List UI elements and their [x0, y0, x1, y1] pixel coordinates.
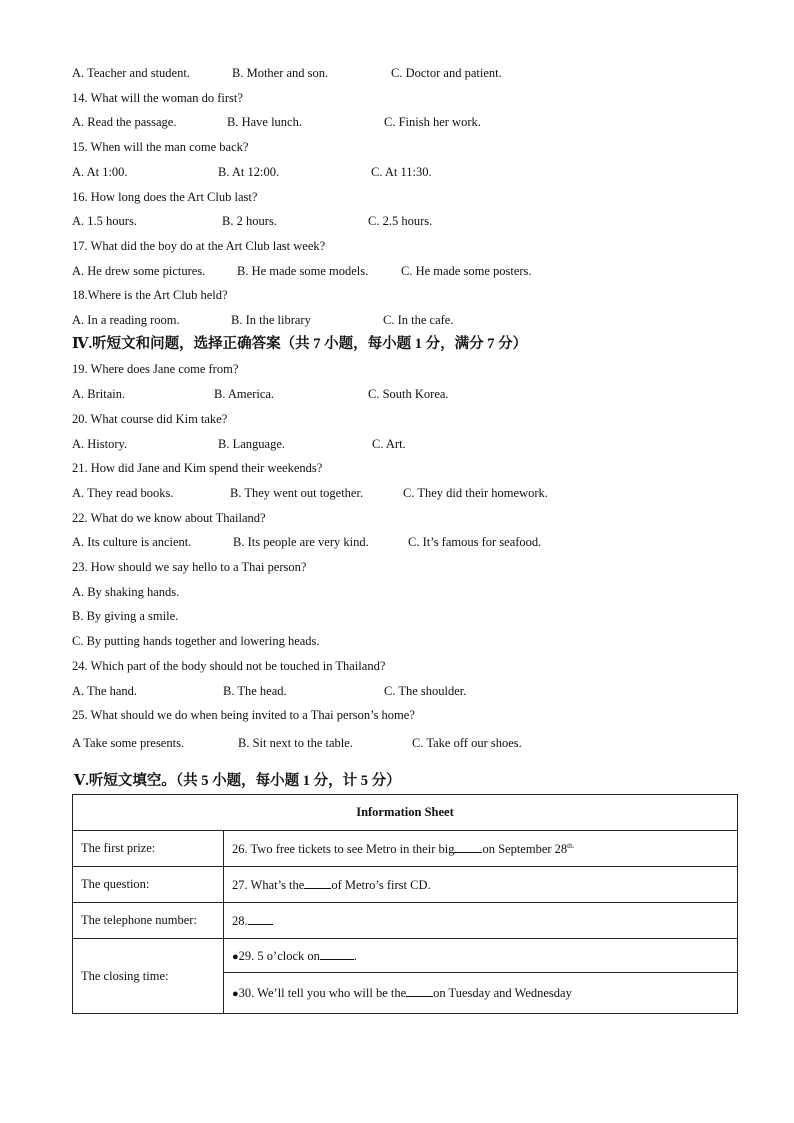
q23-stem: 23. How should we say hello to a Thai person?	[72, 560, 307, 574]
q19-stem: 19. Where does Jane come from?	[72, 362, 239, 376]
q30-text-before: 30. We’ll tell you who will be the	[238, 986, 407, 1000]
q14-options	[72, 114, 752, 130]
q29-blank[interactable]	[320, 948, 354, 960]
q15-option-a[interactable]: A. At 1:00.	[72, 165, 128, 179]
q19-option-a[interactable]: A. Britain.	[72, 387, 126, 401]
q15-options	[72, 164, 752, 180]
q27-blank[interactable]	[304, 877, 331, 889]
q23-option-b[interactable]: B. By giving a smile.	[72, 609, 179, 623]
q16-options	[72, 213, 752, 229]
q19-option-b[interactable]: B. America.	[214, 387, 275, 401]
q25-option-b[interactable]: B. Sit next to the table.	[238, 736, 353, 750]
q24-option-c[interactable]: C. The shoulder.	[384, 684, 467, 698]
section-4-heading: Ⅳ.听短文和问题，选择正确答案（共 7 小题，每小题 1 分，满分 7 分）	[72, 336, 528, 352]
q20-option-c[interactable]: C. Art.	[372, 437, 406, 451]
q30-text-after: on Tuesday and Wednesday	[433, 986, 572, 1000]
q27-text-after: of Metro’s first CD.	[331, 877, 431, 892]
q16-option-c[interactable]: C. 2.5 hours.	[368, 214, 433, 228]
bullet-icon: ●	[232, 988, 239, 1000]
q24-options	[72, 683, 752, 699]
telephone-number-label: The telephone number:	[73, 903, 224, 939]
q27-text-before: 27. What’s the	[232, 877, 305, 892]
q25-options	[72, 735, 752, 751]
table-header-row	[73, 795, 738, 831]
q16-option-b[interactable]: B. 2 hours.	[222, 214, 277, 228]
telephone-number-cell	[224, 903, 738, 939]
q13-options	[72, 65, 752, 81]
section-5-heading: Ⅴ.听短文填空。（共 5 小题，每小题 1 分，计 5 分）	[74, 773, 401, 789]
q20-options	[72, 436, 752, 452]
q13-option-c[interactable]: C. Doctor and patient.	[391, 66, 502, 80]
q16-option-a[interactable]: A. 1.5 hours.	[72, 214, 137, 228]
table-row	[73, 903, 738, 939]
q19-option-c[interactable]: C. South Korea.	[368, 387, 449, 401]
q25-stem: 25. What should we do when being invited to a Thai person’s home?	[72, 708, 415, 722]
q17-option-a[interactable]: A. He drew some pictures.	[72, 264, 206, 278]
q22-option-a[interactable]: A. Its culture is ancient.	[72, 535, 192, 549]
q17-option-c[interactable]: C. He made some posters.	[401, 264, 532, 278]
q21-options	[72, 485, 752, 501]
q26-text-after: on September 28	[482, 841, 568, 856]
q25-option-c[interactable]: C. Take off our shoes.	[412, 736, 522, 750]
q22-option-b[interactable]: B. Its people are very kind.	[233, 535, 369, 549]
q30-blank[interactable]	[406, 985, 433, 997]
q14-option-c[interactable]: C. Finish her work.	[384, 115, 481, 129]
q24-stem: 24. Which part of the body should not be touched in Thailand?	[72, 659, 386, 673]
q18-option-b[interactable]: B. In the library	[231, 313, 311, 327]
information-sheet-table	[72, 794, 738, 1014]
q13-option-a[interactable]: A. Teacher and student.	[72, 66, 190, 80]
q22-option-c[interactable]: C. It’s famous for seafood.	[408, 535, 542, 549]
q29-text-after: .	[353, 948, 358, 963]
q14-stem: 14. What will the woman do first?	[72, 91, 243, 105]
table-row	[73, 867, 738, 903]
closing-time-label: The closing time:	[73, 939, 224, 1014]
first-prize-label: The first prize:	[73, 831, 224, 867]
q23-option-a[interactable]: A. By shaking hands.	[72, 585, 180, 599]
q28-text-before: 28.	[232, 913, 248, 928]
q17-option-b[interactable]: B. He made some models.	[237, 264, 369, 278]
q28-blank[interactable]	[248, 913, 273, 925]
q14-option-a[interactable]: A. Read the passage.	[72, 115, 177, 129]
q22-options	[72, 534, 752, 550]
q14-option-b[interactable]: B. Have lunch.	[227, 115, 302, 129]
q26-text-before: 26. Two free tickets to see Metro in their big	[232, 841, 455, 856]
q24-option-b[interactable]: B. The head.	[223, 684, 287, 698]
first-prize-cell	[224, 831, 738, 867]
bullet-icon: ●	[232, 950, 239, 963]
q19-options	[72, 386, 752, 402]
q18-option-a[interactable]: A. In a reading room.	[72, 313, 180, 327]
q21-option-a[interactable]: A. They read books.	[72, 486, 174, 500]
q16-stem: 16. How long does the Art Club last?	[72, 190, 258, 204]
closing-time-cell-29	[224, 939, 738, 973]
q18-options	[72, 312, 752, 328]
q22-stem: 22. What do we know about Thailand?	[72, 511, 266, 525]
q21-stem: 21. How did Jane and Kim spend their weekends?	[72, 461, 323, 475]
q17-options	[72, 263, 752, 279]
q15-stem: 15. When will the man come back?	[72, 140, 249, 154]
q17-stem: 17. What did the boy do at the Art Club last week?	[72, 239, 326, 253]
question-label: The question:	[73, 867, 224, 903]
q15-option-c[interactable]: C. At 11:30.	[371, 165, 432, 179]
q26-blank[interactable]	[454, 841, 482, 853]
q20-option-a[interactable]: A. History.	[72, 437, 128, 451]
q13-option-b[interactable]: B. Mother and son.	[232, 66, 329, 80]
q21-option-c[interactable]: C. They did their homework.	[403, 486, 548, 500]
q21-option-b[interactable]: B. They went out together.	[230, 486, 364, 500]
table-row	[73, 939, 738, 973]
information-sheet-title: Information Sheet	[73, 795, 738, 831]
q18-option-c[interactable]: C. In the cafe.	[383, 313, 454, 327]
q15-option-b[interactable]: B. At 12:00.	[218, 165, 280, 179]
q29-text-before: 29. 5 o’clock on	[238, 948, 320, 963]
q20-option-b[interactable]: B. Language.	[218, 437, 285, 451]
q26-superscript: th.	[567, 841, 575, 850]
q20-stem: 20. What course did Kim take?	[72, 412, 228, 426]
question-cell	[224, 867, 738, 903]
q18-stem: 18.Where is the Art Club held?	[72, 288, 228, 302]
closing-time-cell-30	[224, 973, 738, 1014]
q25-option-a[interactable]: A Take some presents.	[72, 736, 185, 750]
table-row	[73, 831, 738, 867]
q24-option-a[interactable]: A. The hand.	[72, 684, 138, 698]
q23-option-c[interactable]: C. By putting hands together and lowering heads.	[72, 634, 320, 648]
